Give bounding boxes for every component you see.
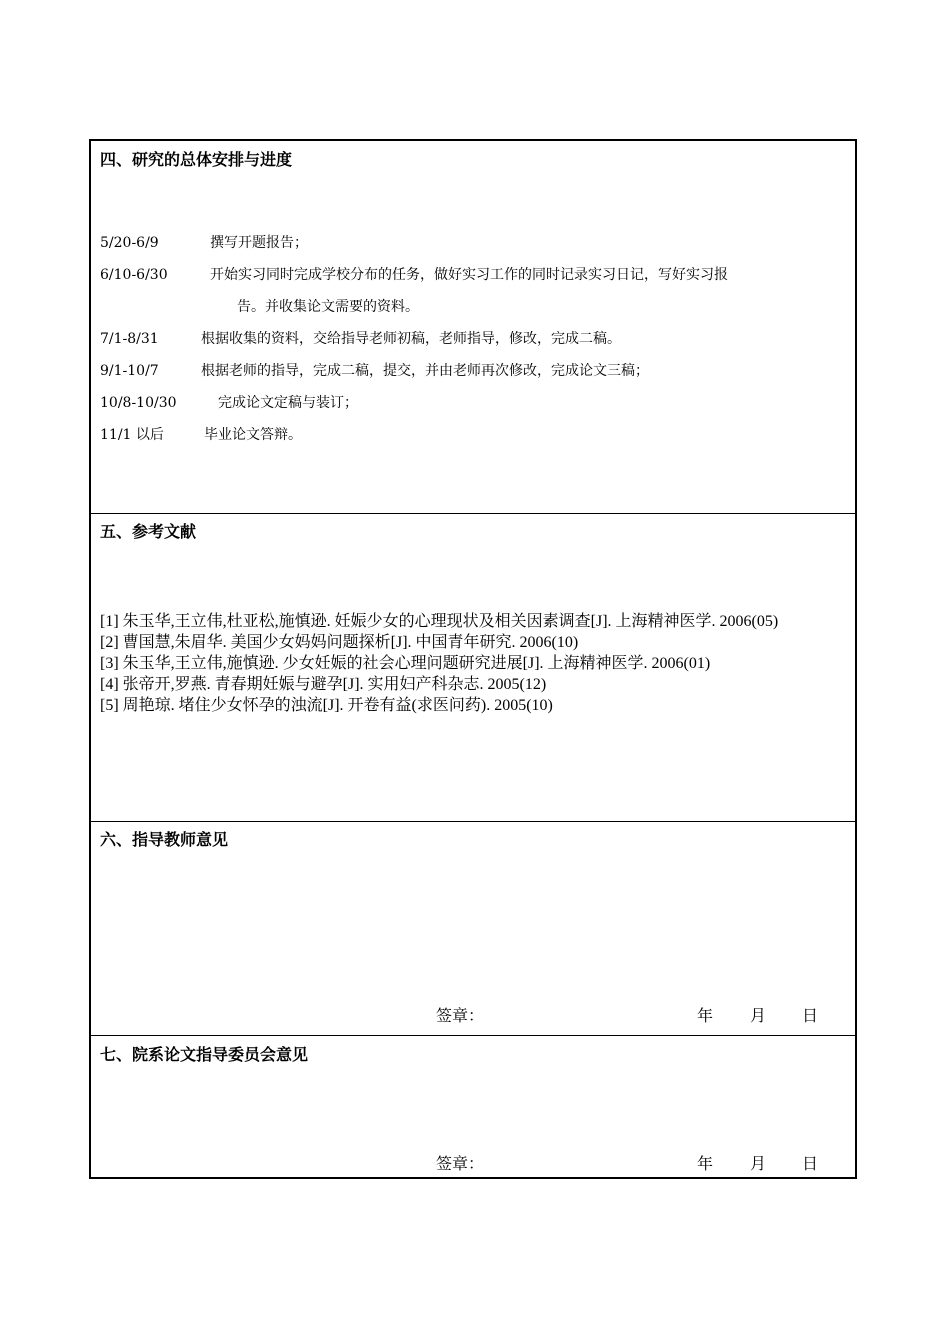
- signature-label: 签章：: [436, 1154, 485, 1173]
- day-label: 日: [802, 1006, 819, 1025]
- reference-item: [2] 曹国慧,朱眉华. 美国少女妈妈问题探析[J]. 中国青年研究. 2006(10): [100, 634, 579, 651]
- reference-item: [1] 朱玉华,王立伟,杜亚松,施慎逊. 妊娠少女的心理现状及相关因素调查[J]. 上海精神医学. 2006(05): [100, 613, 779, 630]
- schedule-task-wrapper: [210, 265, 840, 317]
- references-heading: 五、参考文献: [100, 522, 197, 541]
- month-label: 月: [750, 1006, 767, 1025]
- advisor-signature-line: [91, 1006, 855, 1026]
- month-label: 月: [750, 1154, 767, 1173]
- signature-label: 签章：: [436, 1006, 485, 1025]
- schedule-item: [100, 393, 840, 425]
- committee-signature-line: [91, 1154, 855, 1174]
- schedule-task-continuation: 告。并收集论文需要的资料。: [237, 299, 419, 315]
- committee-opinion-heading: 七、院系论文指导委员会意见: [100, 1045, 309, 1064]
- schedule-list: [100, 233, 840, 457]
- schedule-date: 5/20-6/9: [100, 235, 159, 251]
- schedule-section: [91, 141, 855, 513]
- schedule-item: [100, 329, 840, 361]
- schedule-task: 完成论文定稿与装订；: [218, 395, 358, 411]
- schedule-date: 9/1-10/7: [100, 363, 159, 379]
- schedule-heading: 四、研究的总体安排与进度: [100, 150, 293, 169]
- schedule-date: 7/1-8/31: [100, 331, 159, 347]
- schedule-item: [100, 265, 840, 329]
- reference-item: [5] 周艳琼. 堵住少女怀孕的浊流[J]. 开卷有益(求医问药). 2005(10): [100, 697, 553, 714]
- schedule-task: 根据收集的资料，交给指导老师初稿，老师指导，修改，完成二稿。: [201, 331, 621, 347]
- reference-item: [3] 朱玉华,王立伟,施慎逊. 少女妊娠的社会心理问题研究进展[J]. 上海精神医学. 2006(01): [100, 655, 711, 672]
- schedule-task: 撰写开题报告；: [210, 235, 308, 251]
- schedule-date: 6/10-6/30: [100, 267, 168, 283]
- schedule-item: [100, 425, 840, 457]
- day-label: 日: [802, 1154, 819, 1173]
- schedule-date: 11/1 以后: [100, 427, 164, 443]
- schedule-date: 10/8-10/30: [100, 395, 177, 411]
- reference-list: [100, 611, 855, 716]
- references-section: [91, 513, 855, 821]
- schedule-item: [100, 361, 840, 393]
- year-label: 年: [697, 1006, 714, 1025]
- year-label: 年: [697, 1154, 714, 1173]
- committee-opinion-section: [91, 1035, 855, 1179]
- schedule-task: 根据老师的指导，完成二稿，提交，并由老师再次修改，完成论文三稿；: [201, 363, 649, 379]
- schedule-item: [100, 233, 840, 265]
- schedule-task: 开始实习同时完成学校分布的任务，做好实习工作的同时记录实习日记，写好实习报: [210, 267, 728, 283]
- advisor-opinion-heading: 六、指导教师意见: [100, 830, 229, 849]
- proposal-form-table: [89, 139, 857, 1179]
- reference-item: [4] 张帝开,罗燕. 青春期妊娠与避孕[J]. 实用妇产科杂志. 2005(12): [100, 676, 547, 693]
- schedule-task: 毕业论文答辩。: [204, 427, 302, 443]
- advisor-opinion-section: [91, 821, 855, 1035]
